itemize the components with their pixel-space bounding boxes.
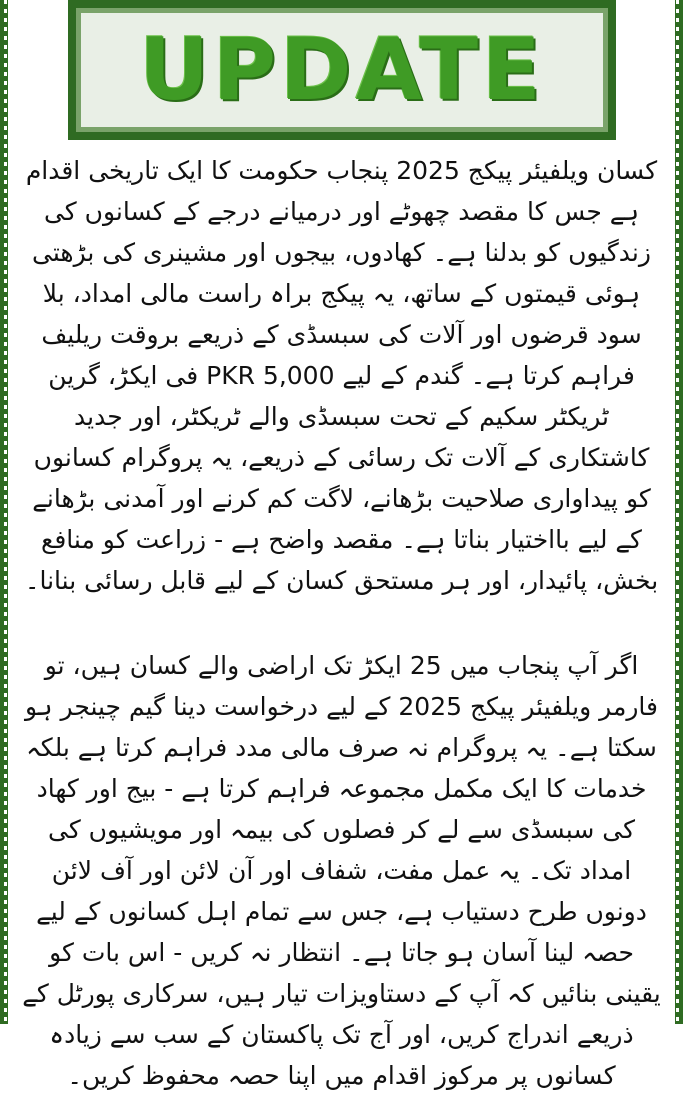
article-body — [22, 150, 661, 1096]
banner-title: UPDATE — [139, 20, 545, 120]
article-paragraph-2: اگر آپ پنجاب میں 25 ایکڑ تک اراضی والے کسان ہیں، تو فارمر ویلفیئر پیکج 2025 کے لیے درخواست دینا گیم چینجر ہو سکتا ہے۔ یہ پروگرام نہ صرف مالی مدد فراہم کرتا ہے بلکہ خدمات کا ایک مکمل مجموعہ فراہم کرتا ہے - بیج اور کھاد کی سبسڈی سے لے کر فصلوں کی بیمہ اور مویشیوں کی امداد تک۔ یہ عمل مفت، شفاف اور آن لائن اور آف لائن دونوں طرح دستیاب ہے، جس سے تمام اہل کسانوں کے لیے حصہ لینا آسان ہو جاتا ہے۔ انتظار نہ کریں - اس بات کو یقینی بنائیں کہ آپ کے دستاویزات تیار ہیں، سرکاری پورٹل کے ذریعے اندراج کریں، اور آج تک پاکستان کے سب سے زیادہ کسانوں پر مرکوز اقدام میں اپنا حصہ محفوظ کریں۔ — [22, 651, 661, 1090]
left-border — [0, 0, 8, 1024]
right-border — [675, 0, 683, 1024]
update-banner — [68, 0, 616, 140]
article-paragraph-1: کسان ویلفیئر پیکج 2025 پنجاب حکومت کا ایک تاریخی اقدام ہے جس کا مقصد چھوٹے اور درمیانے درجے کے کسانوں کی زندگیوں کو بدلنا ہے۔ کھادوں، بیجوں اور مشینری کی بڑھتی ہوئی قیمتوں کے ساتھ، یہ پیکج براہ راست مالی امداد، بلا سود قرضوں اور آلات کی سبسڈی کے ذریعے بروقت ریلیف فراہم کرتا ہے۔ گندم کے لیے PKR 5,000 فی ایکڑ، گرین ٹریکٹر سکیم کے تحت سبسڈی والے ٹریکٹر، اور جدید کاشتکاری کے آلات تک رسائی کے ذریعے، یہ پروگرام کسانوں کو پیداواری صلاحیت بڑھانے، لاگت کم کرنے اور آمدنی بڑھانے کے لیے بااختیار بناتا ہے۔ مقصد واضح ہے - زراعت کو منافع بخش، پائیدار، اور ہر مستحق کسان کے لیے قابل رسائی بنانا۔ — [24, 156, 659, 595]
update-banner-frame — [76, 8, 608, 132]
